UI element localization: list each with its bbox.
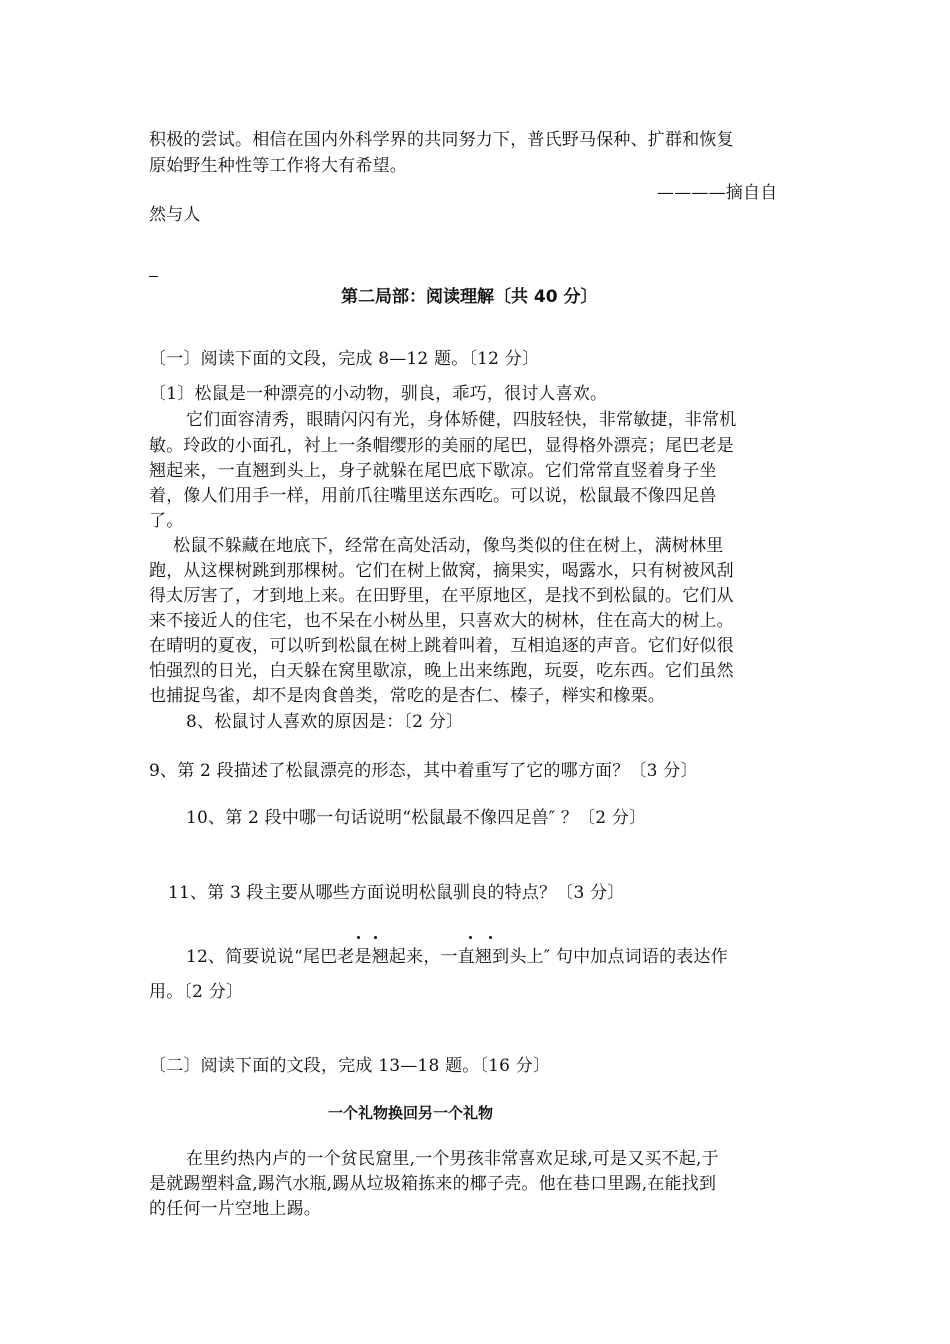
source-attribution: ————摘自自 <box>657 183 778 203</box>
question-11: 11、第 3 段主要从哪些方面说明松鼠驯良的特点？〔3 分〕 <box>168 883 625 903</box>
section1-para2-line: 了。 <box>149 511 184 531</box>
section1-para3-line: 怕强烈的日光，白天躲在窝里歇凉，晚上出来练跑，玩耍，吃东西。它们虽然 <box>149 661 734 681</box>
section1-para3-line: 松鼠不躲藏在地底下，经常在高处活动，像鸟类似的住在树上，满树林里 <box>173 536 724 556</box>
question-10: 10、第 2 段中哪一句话说明“松鼠最不像四足兽″ ？〔2 分〕 <box>186 808 647 828</box>
section2-para1-line: 是就踢塑料盒,踢汽水瓶,踢从垃圾箱拣来的椰子壳。他在巷口里踢,在能找到 <box>149 1174 717 1194</box>
emphasis-dot <box>489 936 492 939</box>
part-title: 第二局部：阅读理解〔共 40 分〕 <box>341 287 598 307</box>
section1-para3-line: 也捕捉鸟雀，却不是肉食兽类，常吃的是杏仁、榛子，榉实和橡栗。 <box>149 686 665 706</box>
section2-heading: 〔二〕阅读下面的文段，完成 13—18 题。〔16 分〕 <box>149 1056 551 1076</box>
intro-line-1: 积极的尝试。相信在国内外科学界的共同努力下，普氏野马保种、扩群和恢复 <box>149 130 734 150</box>
emphasis-dot <box>357 936 360 939</box>
section1-para2-line: 着，像人们用手一样，用前爪往嘴里送东西吃。可以说，松鼠最不像四足兽 <box>149 486 717 506</box>
question-12: 12、简要说说“尾巴老是翘起来，一直翘到头上″ 句中加点词语的表达作 <box>186 947 728 967</box>
section1-para3-line: 得太厉害了，才到地上来。在田野里，在平原地区，是找不到松鼠的。它们从 <box>149 586 734 606</box>
section1-heading: 〔一〕阅读下面的文段，完成 8—12 题。〔12 分〕 <box>149 349 540 369</box>
section1-para3-line: 在晴明的夏夜，可以听到松鼠在树上跳着叫着，互相追逐的声音。它们好似很 <box>149 636 734 656</box>
question-9: 9、第 2 段描述了松鼠漂亮的形态，其中着重写了它的哪方面？〔3 分〕 <box>149 761 698 781</box>
section2-para1-line: 在里约热内卢的一个贫民窟里,一个男孩非常喜欢足球,可是又买不起,于 <box>186 1149 719 1169</box>
section1-para2-line: 它们面容清秀，眼睛闪闪有光，身体矫健，四肢轻快，非常敏捷，非常机 <box>186 410 737 430</box>
stray-mark <box>149 276 158 277</box>
section1-para1: 〔1〕松鼠是一种漂亮的小动物，驯良，乖巧，很讨人喜欢。 <box>149 384 608 404</box>
section2-para1-line: 的任何一片空地上踢。 <box>149 1199 321 1219</box>
section1-para3-line: 来不接近人的住宅，也不呆在小树丛里，只喜欢大的树林，住在高大的树上。 <box>149 611 734 631</box>
section1-para2-line: 敏。玲政的小面孔，衬上一条帽缨形的美丽的尾巴，显得格外漂亮；尾巴老是 <box>149 436 734 456</box>
intro-line-2: 原始野生种性等工作将大有希望。 <box>149 156 407 176</box>
question-12-cont: 用。〔2 分〕 <box>149 982 244 1002</box>
emphasis-dot <box>469 936 472 939</box>
source-attribution-cont: 然与人 <box>149 205 201 225</box>
passage-title: 一个礼物换回另一个礼物 <box>328 1104 494 1122</box>
question-8: 8、松鼠讨人喜欢的原因是：〔2 分〕 <box>186 712 464 732</box>
section1-para3-line: 跑，从这棵树跳到那棵树。它们在树上做窝，摘果实，喝露水，只有树被风刮 <box>149 561 734 581</box>
section1-para2-line: 翘起来，一直翘到头上，身子就躲在尾巴底下歇凉。它们常常直竖着身子坐 <box>149 461 717 481</box>
emphasis-dot <box>374 936 377 939</box>
